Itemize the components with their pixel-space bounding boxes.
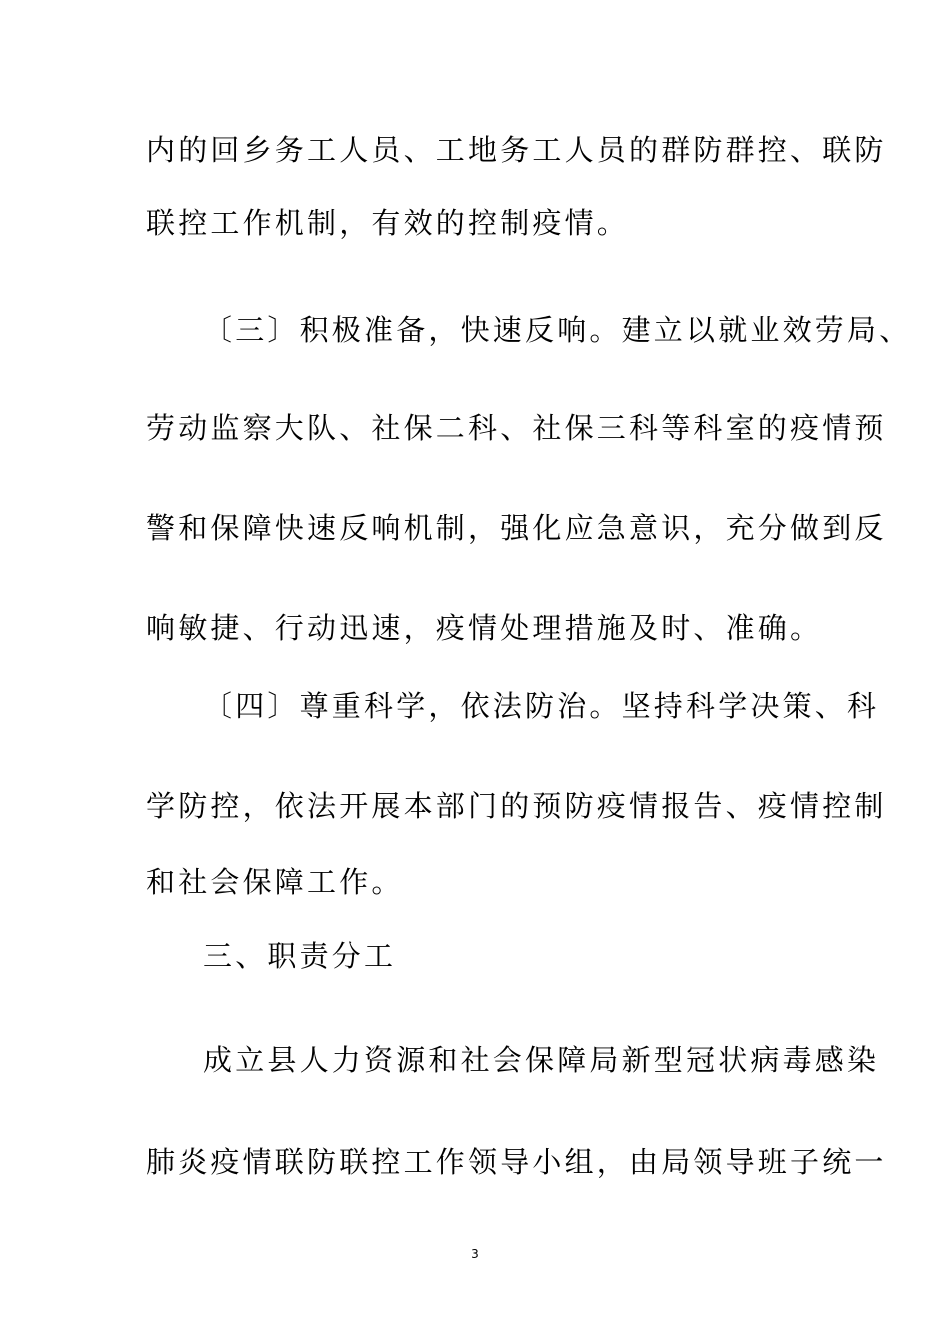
body-text-line: 劳动监察大队、社保二科、社保三科等科室的疫情预 (146, 411, 887, 445)
body-text-line: 联控工作机制，有效的控制疫情。 (146, 206, 630, 240)
body-text-line: 内的回乡务工人员、工地务工人员的群防群控、联防 (146, 133, 887, 167)
section-heading-line: 三、职责分工 (203, 939, 397, 973)
body-text-line: 和社会保障工作。 (146, 865, 404, 899)
body-text-line: 警和保障快速反响机制，强化应急意识，充分做到反 (146, 511, 887, 545)
page-number: 3 (471, 1247, 479, 1261)
body-text-line: 成立县人力资源和社会保障局新型冠状病毒感染 (203, 1043, 880, 1077)
body-text-line: 学防控，依法开展本部门的预防疫情报告、疫情控制 (146, 789, 887, 823)
body-text-line: 肺炎疫情联防联控工作领导小组，由局领导班子统一 (146, 1145, 887, 1179)
section-heading-line: 〔四〕尊重科学，依法防治。坚持科学决策、科 (203, 689, 880, 723)
section-heading-line: 〔三〕积极准备，快速反响。建立以就业效劳局、 (203, 313, 912, 347)
body-text-line: 响敏捷、行动迅速，疫情处理措施及时、准确。 (146, 611, 823, 645)
